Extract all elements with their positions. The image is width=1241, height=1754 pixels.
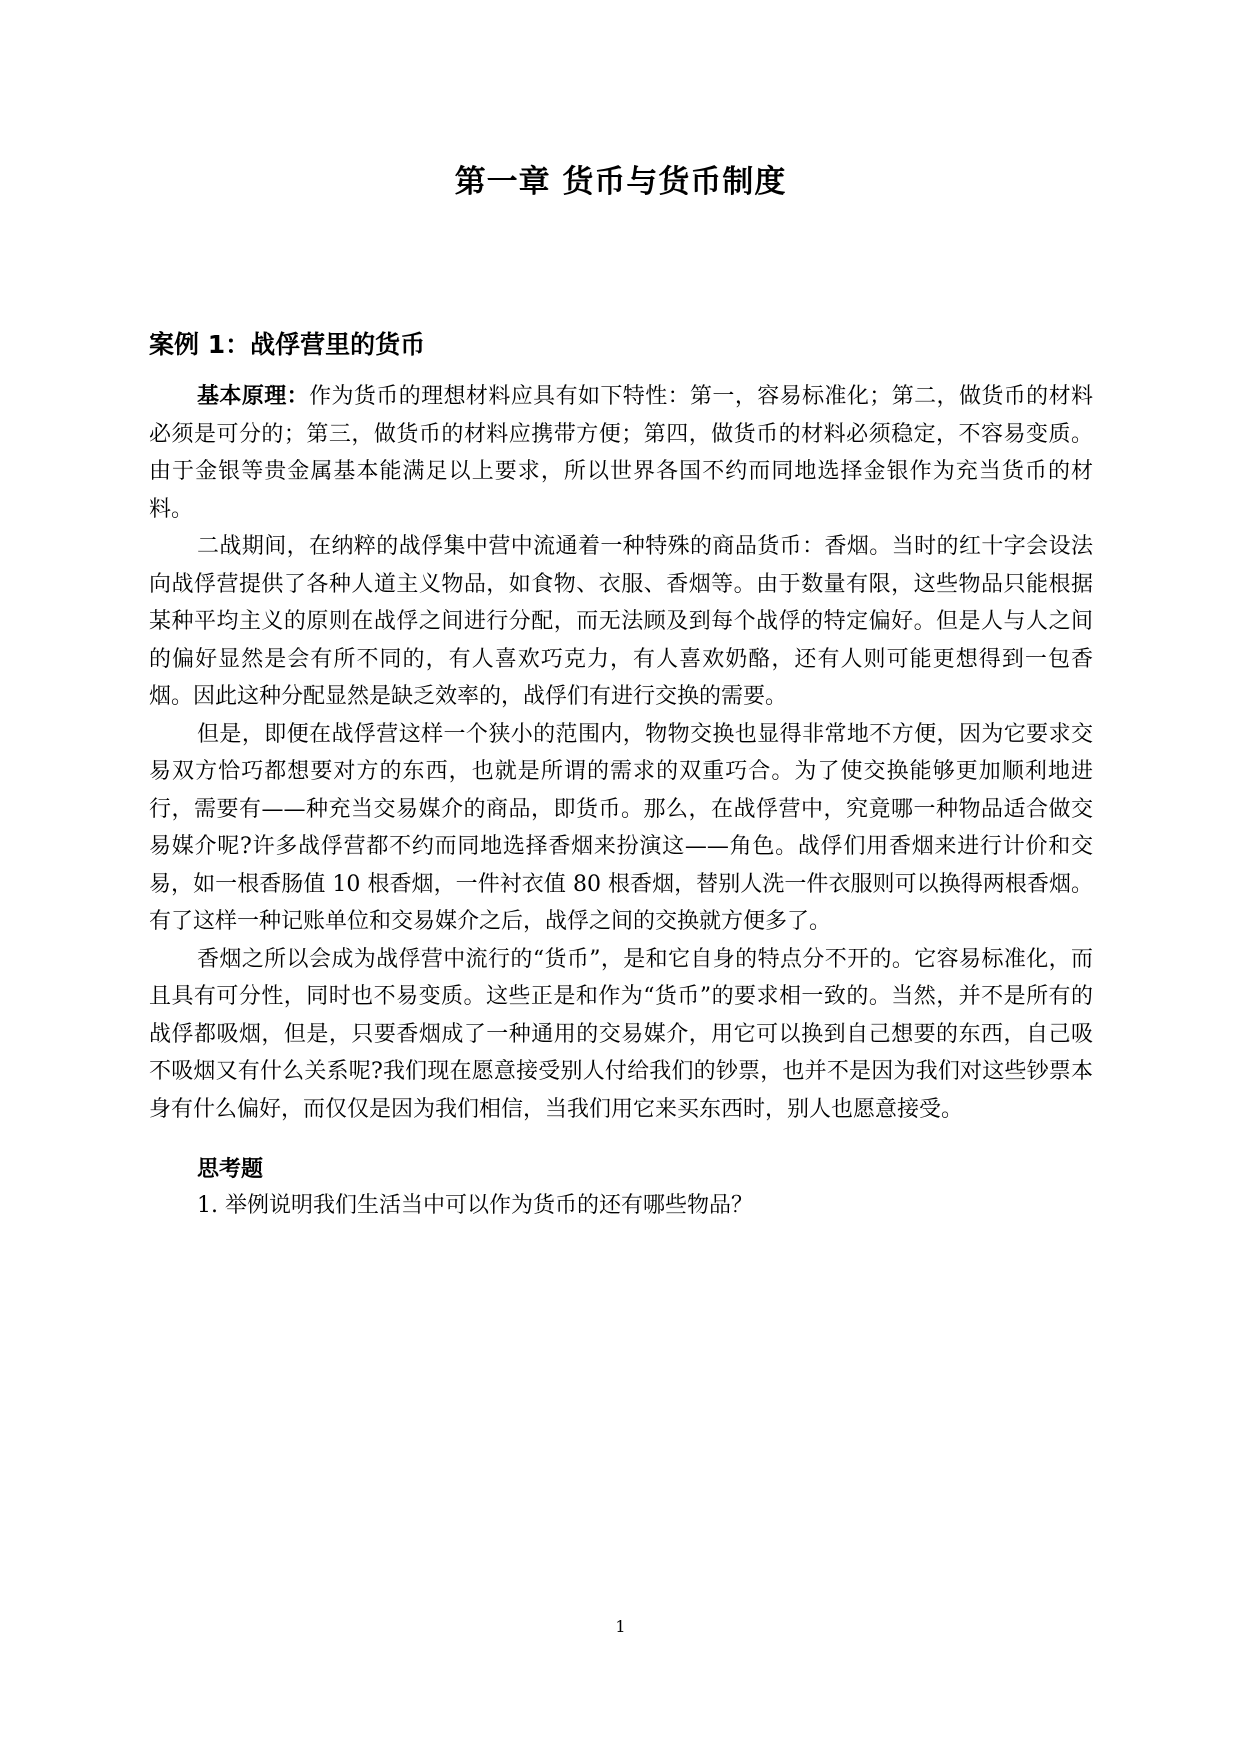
- principle-label: 基本原理：: [197, 384, 310, 409]
- paragraph-principle: [149, 378, 1093, 528]
- case-title: 案例 1：战俘营里的货币: [149, 330, 426, 359]
- paragraph-2: 二战期间，在纳粹的战俘集中营中流通着一种特殊的商品货币：香烟。当时的红十字会设法向战俘营提供了各种人道主义物品，如食物、衣服、香烟等。由于数量有限，这些物品只能根据某种平均主义的原则在战俘之间进行分配，而无法顾及到每个战俘的特定偏好。但是人与人之间的偏好显然是会有所不同的，有人喜欢巧克力，有人喜欢奶酪，还有人则可能更想得到一包香烟。因此这种分配显然是缺乏效率的，战俘们有进行交换的需要。: [149, 534, 1093, 709]
- paragraph-3: 但是，即便在战俘营这样一个狭小的范围内，物物交换也显得非常地不方便，因为它要求交易双方恰巧都想要对方的东西，也就是所谓的需求的双重巧合。为了使交换能够更加顺利地进行，需要有——种充当交易媒介的商品，即货币。那么，在战俘营中，究竟哪一种物品适合做交易媒介呢?许多战俘营都不约而同地选择香烟来扮演这——角色。战俘们用香烟来进行计价和交易，如一根香肠值 10 根香烟，一件衬衣值 80 根香烟，替别人洗一件衣服则可以换得两根香烟。有了这样一种记账单位和交易媒介之后，战俘之间的交换就方便多了。: [149, 721, 1093, 934]
- chapter-title: 第一章 货币与货币制度: [454, 164, 787, 200]
- questions-section: [197, 1152, 1097, 1224]
- case-body: [149, 378, 1093, 1128]
- principle-text: 作为货币的理想材料应具有如下特性：第一，容易标准化；第二，做货币的材料必须是可分的；第三，做货币的材料应携带方便；第四，做货币的材料必须稳定，不容易变质。由于金银等贵金属基本能满足以上要求，所以世界各国不约而同地选择金银作为充当货币的材料。: [149, 384, 1093, 522]
- question-item: 1. 举例说明我们生活当中可以作为货币的还有哪些物品？: [197, 1193, 753, 1218]
- page-number: 1: [615, 1617, 626, 1636]
- questions-heading: 思考题: [197, 1157, 264, 1182]
- paragraph-4: 香烟之所以会成为战俘营中流行的“货币”，是和它自身的特点分不开的。它容易标准化，而且具有可分性，同时也不易变质。这些正是和作为“货币”的要求相一致的。当然，并不是所有的战俘都吸烟，但是，只要香烟成了一种通用的交易媒介，用它可以换到自己想要的东西，自己吸不吸烟又有什么关系呢?我们现在愿意接受别人付给我们的钞票，也并不是因为我们对这些钞票本身有什么偏好，而仅仅是因为我们相信，当我们用它来买东西时，别人也愿意接受。: [149, 946, 1093, 1122]
